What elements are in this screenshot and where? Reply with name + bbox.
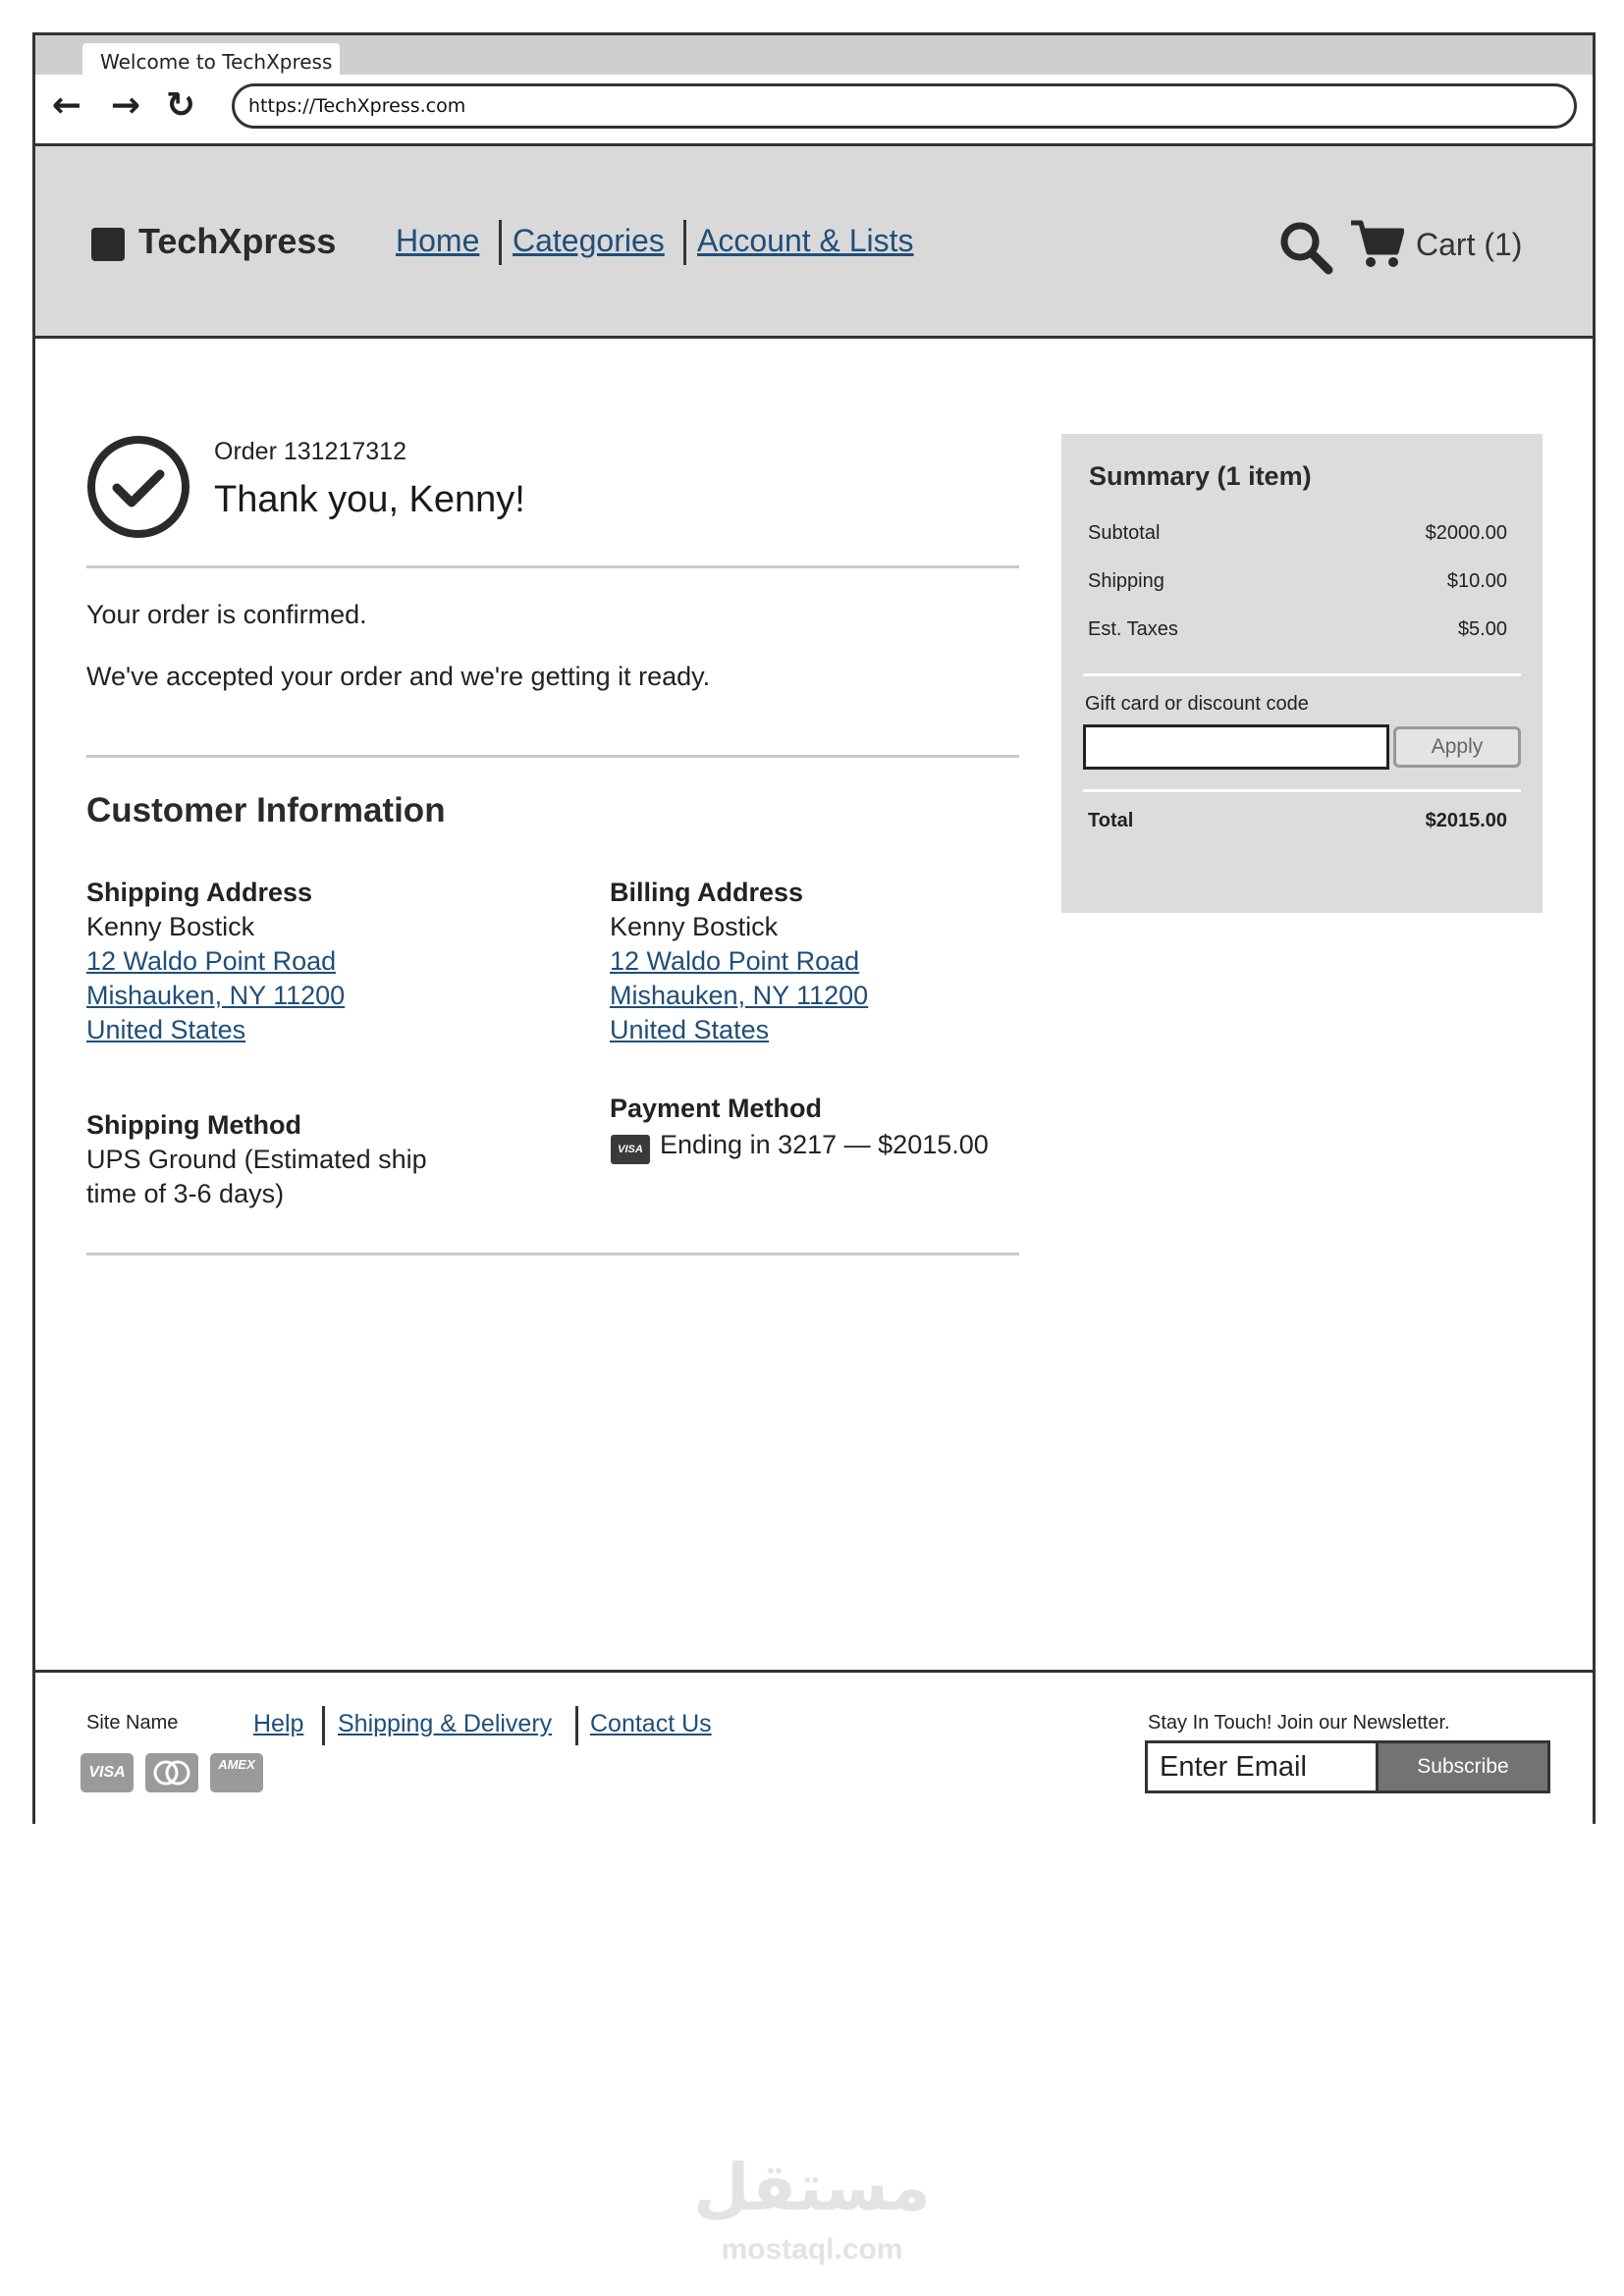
browser-toolbar [35,75,1593,146]
shipping-method-line2: time of 3-6 days) [86,1179,285,1208]
taxes-row [1088,618,1507,641]
shipping-address-line1[interactable]: 12 Waldo Point Road [86,946,337,976]
total-value: $2015.00 [1425,810,1507,831]
logo-icon [91,228,125,261]
address-bar[interactable]: https://TechXpress.com [232,83,1577,129]
shipping-method-line1: UPS Ground (Estimated ship [86,1145,427,1174]
billing-address-country[interactable]: United States [610,1015,770,1044]
shipping-name: Kenny Bostick [86,912,255,941]
nav-categories[interactable]: Categories [513,223,665,258]
order-confirmed-text: Your order is confirmed. [86,600,367,629]
visa-card-icon: VISA [611,1135,650,1164]
visa-icon: VISA [81,1753,134,1792]
taxes-label: Est. Taxes [1088,618,1178,640]
nav-divider [499,220,502,265]
search-icon[interactable] [1278,220,1333,275]
order-summary-panel [1061,434,1543,913]
thank-you-heading: Thank you, Kenny! [214,479,525,520]
watermark-text: mostaql.com [721,2233,903,2266]
discount-label: Gift card or discount code [1085,693,1309,715]
browser-tab-strip [35,35,1593,75]
newsletter-email-input[interactable]: Enter Email [1145,1740,1376,1793]
nav-home[interactable]: Home [396,223,480,258]
footer-divider [322,1706,325,1745]
reload-icon[interactable]: ↻ [165,85,196,126]
billing-address-line2[interactable]: Mishauken, NY 11200 [610,981,869,1010]
order-number: Order 131217312 [214,438,406,465]
discount-code-input[interactable] [1083,724,1389,770]
subtotal-row [1088,522,1507,545]
billing-address-line1[interactable]: 12 Waldo Point Road [610,946,860,976]
newsletter-label: Stay In Touch! Join our Newsletter. [1148,1712,1450,1734]
site-header [35,146,1593,339]
apply-button[interactable]: Apply [1393,726,1521,768]
forward-arrow-icon[interactable]: → [110,85,141,126]
taxes-value: $5.00 [1457,618,1507,640]
back-arrow-icon[interactable]: ← [51,85,82,126]
shipping-address-title: Shipping Address [86,878,313,907]
cart-link[interactable]: Cart (1) [1416,227,1523,262]
shipping-row [1088,570,1507,593]
payment-method-detail: Ending in 3217 — $2015.00 [660,1130,989,1159]
shipping-address-country[interactable]: United States [86,1015,246,1044]
browser-window [32,32,1596,1824]
divider [1083,789,1521,792]
nav-divider [683,220,686,265]
subscribe-button[interactable]: Subscribe [1376,1740,1550,1793]
mastercard-icon [145,1753,198,1792]
total-row [1088,810,1507,832]
order-accepted-text: We've accepted your order and we're getting it ready. [86,662,711,691]
divider [86,1253,1019,1255]
nav-account-lists[interactable]: Account & Lists [697,223,914,258]
amex-icon: AMEX [210,1753,263,1792]
watermark-logo: مستقل [693,2150,931,2225]
shipping-label: Shipping [1088,570,1164,592]
payment-method-title: Payment Method [610,1094,823,1123]
checkmark-circle-icon [84,433,192,541]
shipping-address-line2[interactable]: Mishauken, NY 11200 [86,981,346,1010]
browser-tab[interactable]: Welcome to TechXpress [82,43,340,80]
summary-title: Summary (1 item) [1089,461,1312,491]
site-name: Site Name [86,1712,179,1734]
site-logo[interactable]: TechXpress [138,221,337,261]
shipping-method-title: Shipping Method [86,1110,301,1140]
shipping-value: $10.00 [1446,570,1507,592]
subtotal-label: Subtotal [1088,522,1161,544]
site-footer [35,1670,1593,1830]
footer-divider [575,1706,578,1745]
footer-link-shipping-delivery[interactable]: Shipping & Delivery [338,1710,553,1737]
total-label: Total [1088,810,1134,831]
divider [86,565,1019,568]
footer-link-contact-us[interactable]: Contact Us [590,1710,712,1737]
billing-address-title: Billing Address [610,878,804,907]
subtotal-value: $2000.00 [1425,522,1507,544]
customer-info-heading: Customer Information [86,791,446,829]
shopping-cart-icon[interactable] [1349,219,1404,270]
footer-link-help[interactable]: Help [253,1710,304,1737]
divider [1083,673,1521,676]
billing-name: Kenny Bostick [610,912,779,941]
divider [86,755,1019,758]
